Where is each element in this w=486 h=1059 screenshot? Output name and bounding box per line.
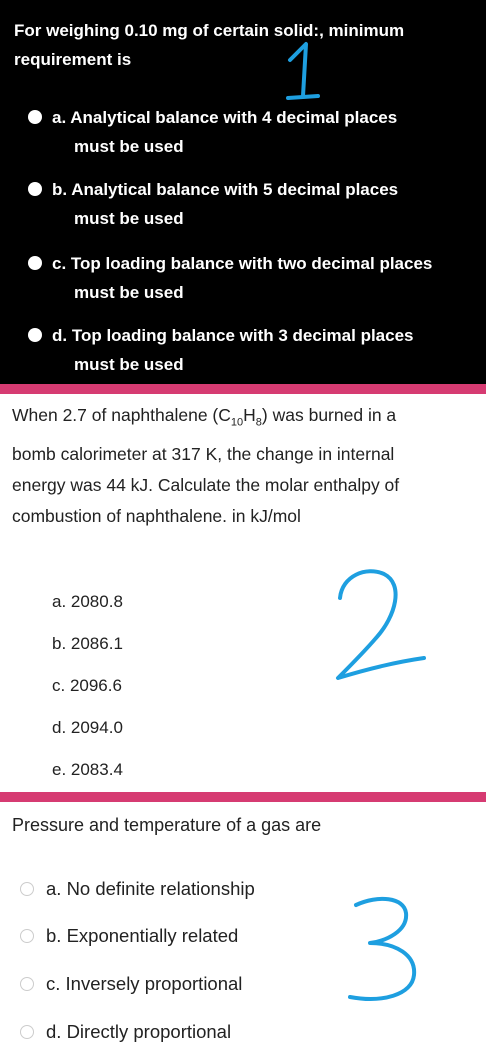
question-2-option-c[interactable]: c. 2096.6 (52, 676, 122, 695)
option-label: a. No definite relationship (46, 878, 255, 900)
question-3-option-b[interactable] (20, 924, 238, 947)
bullet-icon (28, 256, 42, 270)
question-2-option-a[interactable]: a. 2080.8 (52, 592, 123, 611)
option-label: a. Analytical balance with 4 decimal places (52, 108, 398, 127)
question-2-option-e[interactable]: e. 2083.4 (52, 760, 123, 779)
radio-button-icon[interactable] (20, 882, 34, 896)
handwritten-number-2 (328, 564, 428, 684)
question-2-option-d[interactable]: d. 2094.0 (52, 718, 123, 737)
separator (0, 384, 486, 394)
question-1-panel (0, 0, 486, 384)
option-label-continued: must be used (74, 355, 184, 374)
option-label: d. Directly proportional (46, 1021, 232, 1043)
handwritten-number-3 (340, 891, 430, 1007)
bullet-icon (28, 110, 42, 124)
question-3-panel (0, 803, 486, 1059)
question-1-title: For weighing 0.10 mg of certain solid:, minimum requirement is (14, 21, 405, 69)
radio-button-icon[interactable] (20, 929, 34, 943)
bullet-icon (28, 182, 42, 196)
radio-button-icon[interactable] (20, 1025, 34, 1039)
question-3-title: Pressure and temperature of a gas are (12, 815, 322, 835)
question-2-title: When 2.7 of naphthalene $(C_{10}H_8)$ was burned in a bomb calorimeter at 317 K, the change in internal energy was 44 kJ. Calculate the molar enthalpy of combustion of naphthalene. in kJ/mol (12, 405, 400, 526)
option-label: b. Exponentially related (46, 925, 239, 947)
question-3-option-a[interactable] (20, 877, 255, 900)
option-label: d. Top loading balance with 3 decimal places (52, 326, 414, 345)
option-label-continued: must be used (74, 137, 184, 156)
option-label: b. Analytical balance with 5 decimal places (52, 180, 399, 199)
bullet-icon (28, 328, 42, 342)
option-label: c. Top loading balance with two decimal places (52, 254, 433, 273)
question-3-option-d[interactable] (20, 1020, 231, 1043)
handwritten-number-1 (272, 38, 332, 104)
separator (0, 792, 486, 802)
option-label-continued: must be used (74, 209, 184, 228)
option-label-continued: must be used (74, 283, 184, 302)
option-label: c. Inversely proportional (46, 973, 243, 995)
radio-button-icon[interactable] (20, 977, 34, 991)
question-2-panel (0, 394, 486, 792)
question-3-option-c[interactable] (20, 972, 242, 995)
question-2-option-b[interactable]: b. 2086.1 (52, 634, 123, 653)
